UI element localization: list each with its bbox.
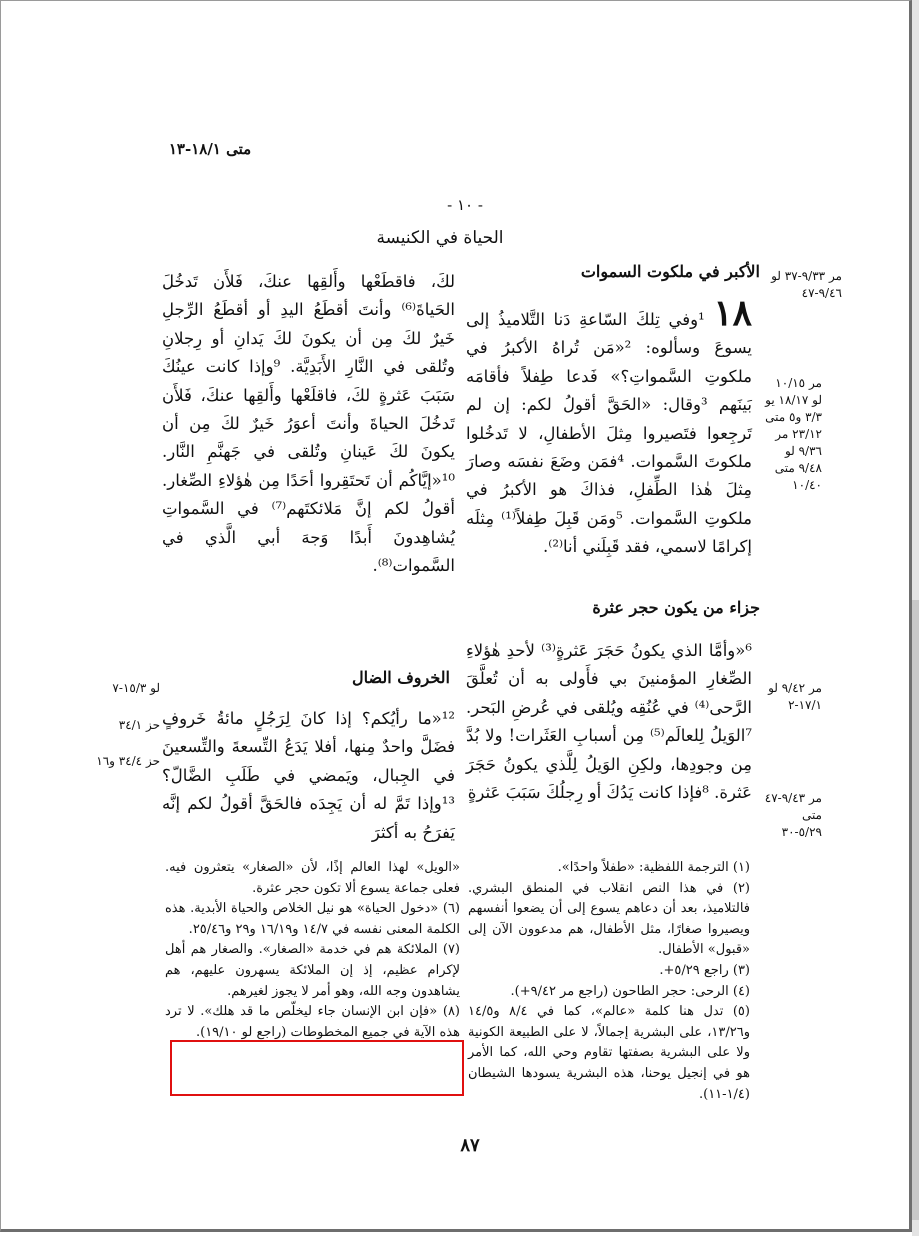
margin-reference: مر ٩/٤٢ لو ١٧/١-٢ (768, 681, 822, 712)
heading-greatest-in-kingdom: الأكبر في ملكوت السموات (580, 262, 760, 281)
footnote: (٤) الرحى: حجر الطاحون (راجع مر ٩/٤٢+). (510, 983, 750, 999)
footnote: «الويل» لهذا العالم إذًا، لأن «الصغار» يتعثرون فيه. فعلى جماعة يسوع ألا تكون حجر عثرة. (165, 860, 460, 896)
scrollbar-thumb[interactable] (912, 600, 919, 1220)
footnote: (٧) الملائكة هم في خدمة «الصغار». والصغار هم أهل لإكرام عظيم، إذ إن الملائكة يسهرون عليهم، هم يشاهدون وجه الله، وهو أمر لا يجوز لغيرهم. (165, 942, 460, 999)
footnote-highlighted: (٨) «فإن ابن الإنسان جاء ليخلّص ما قد هلك». لا ترد هذه الآية في جميع المخطوطات (راجع لو ١٩/١٠). (165, 1004, 460, 1040)
footnotes-right (468, 858, 750, 1105)
margin-reference: حز ٣٤/١ (118, 718, 160, 732)
left-column-paragraph-2: ¹²«ما رأيُكم؟ إذا كانَ لِرَجُلٍ مائةُ خَروفٍ فضَلَّ واحدٌ مِنها، أفلا يَدَعُ التِّسعةَ والتِّسعينَ في الجِبال، ويَمضي في طَلَبِ الضَّالّ؟ ¹³وإذا تَمَّ له أن يَجِدَه فالحَقَّ أقولُ لكم إنَّه يَفرَحُ به أكثرَ (162, 709, 455, 842)
left-column-text-2 (162, 705, 455, 847)
footnote: (٢) في هذا النص انقلاب في المنطق البشري. فالتلاميذ، بعد أن دعاهم يسوع إلى أن يضعوا أنفسهم ويصيروا صغارًا، مثل الأطفال، هم مدعوون الآن إلى «قبول» الأطفال. (468, 880, 750, 958)
margin-reference: حز ٣٤/٤ و١٦ (96, 754, 160, 768)
margin-reference: مر ١٠/١٥ لو ١٨/١٧ يو ٣/٣ و٥ متى ٢٣/١٢ مر ٩/٣٦ لو ٩/٤٨ متى ١٠/٤٠ (765, 376, 822, 492)
margin-reference: مر ٩/٣٣-٣٧ لو ٩/٤٦-٤٧ (771, 269, 842, 300)
page-number: ٨٧ (460, 1135, 480, 1156)
heading-lost-sheep: الخروف الضال (351, 668, 450, 687)
left-column-paragraph-1: لكَ، فاقطَعْها وأَلقِها عنكَ، فَلأَن تَدخُلَ الحَياةَ⁽⁶⁾ وأنتَ أقطَعُ اليدِ أو أقطَعُ الرِّجلِ خَيرٌ لكَ مِن أن يكونَ لكَ يَدانِ أو رِجلانِ وتُلقى في النَّارِ الأَبَدِيَّة. ⁹وإذا كانت عينُكَ سَبَبَ عَثرةٍ لكَ، فاقلَعْها وأَلقِها عنكَ، فَلأَن تَدخُلَ الحياةَ وأنتَ أعوَرُ خَيرٌ لكَ مِن أن يكونَ لكَ عَينانِ وتُلقى في جَهنَّمِ النَّار. ¹⁰«إيَّاكُم أن تَحتَقِروا أحَدًا مِن هٰؤلاءِ الصِّغار. أقولُ لكم إنَّ مَلائكتَهم⁽⁷⁾ في السَّمواتِ يُشاهِدونَ أَبدًا وَجهَ أبي الَّذي في السَّموات⁽⁸⁾. (162, 272, 455, 576)
margin-reference: لو ١٥/٣-٧ (112, 681, 160, 695)
chapter-number: ١٨ (713, 292, 752, 334)
right-column-paragraph-1: ¹وفي تِلكَ السّاعةِ دَنا التَّلاميذُ إلى يسوعَ وسألوه: ²«مَن تُراهُ الأكبرُ في ملكوتِ السَّمواتِ؟» فَدعا طِفلاً فأقامَه بَينَهم ³وقال: «الحَقَّ أقولُ لكم: إن لم تَرجِعوا فتَصيروا مِثلَ الأطفالِ، لا تَدخُلوا ملكوتَ السَّموات. ⁴فمَن وضَعَ نفسَه وصارَ مِثلَ هٰذا الطِّفلِ، فذاكَ هو الأكبرُ في ملكوتِ السَّموات. ⁵ومَن قَبِلَ طِفلاً⁽¹⁾ مِثلَه إكرامًا لاسمي، فقد قَبِلَني أنا⁽²⁾. (466, 310, 752, 557)
footnote: (٦) «دخول الحياة» هو نيل الخلاص والحياة الأبدية. هذه الكلمة المعنى نفسه في ١٤/٧ و١٦/١٩ و٢٩ و٢٥/٤٦. (165, 901, 460, 937)
margin-reference: مر ٩/٤٣-٤٧ متى ٥/٢٩-٣٠ (764, 791, 822, 839)
footnote: (١) الترجمة اللفظية: «طفلاً واحدًا». (557, 860, 750, 875)
highlight-box (170, 1040, 464, 1096)
heading-stumbling-block: جزاء من يكون حجر عثرة (592, 598, 760, 617)
running-header-reference: متى ١٨/١-١٣ (168, 140, 252, 158)
right-column-text-2 (466, 637, 752, 807)
right-column-paragraph-2: ⁶«وأمَّا الذي يكونُ حَجَرَ عَثرةٍ⁽³⁾ لأحدِ هٰؤلاءِ الصِّغارِ المؤمنينَ بي فأَولى به أن تُعلَّقَ الرَّحى⁽⁴⁾ في عُنُقِه ويُلقى في عُرضِ البَحر. ⁷الوَيلُ لِلعالَم⁽⁵⁾ مِن أسبابِ العَثَرات! ولا بُدَّ مِن وجودِها، ولكِنِ الوَيلُ لِلَّذي يكونُ حَجَرَ عَثرة. ⁸فإذا كانت يَدُكَ أو رِجلُكَ سَبَبَ عَثرةٍ (466, 641, 752, 803)
section-title: الحياة في الكنيسة (376, 228, 504, 248)
top-page-marker: - ١٠ - (447, 196, 483, 214)
footnote: (٣) راجع ٥/٢٩+. (659, 962, 750, 978)
footnotes-left (165, 858, 460, 1043)
right-column-text-1 (466, 292, 752, 562)
footnote: (٥) تدل هنا كلمة «عالم»، كما في ٨/٤ و١٤/٥ و١٣/٢٦، على البشرية إجمالاً، لا على الطبيعة الكونية ولا على البشرية بصفتها تقاوم وحي الله، كما الأمر هو في إنجيل يوحنا، هذه البشرية يسودها الشيطان (١/٤-١١). (468, 1004, 750, 1102)
left-column-text-1 (162, 268, 455, 580)
